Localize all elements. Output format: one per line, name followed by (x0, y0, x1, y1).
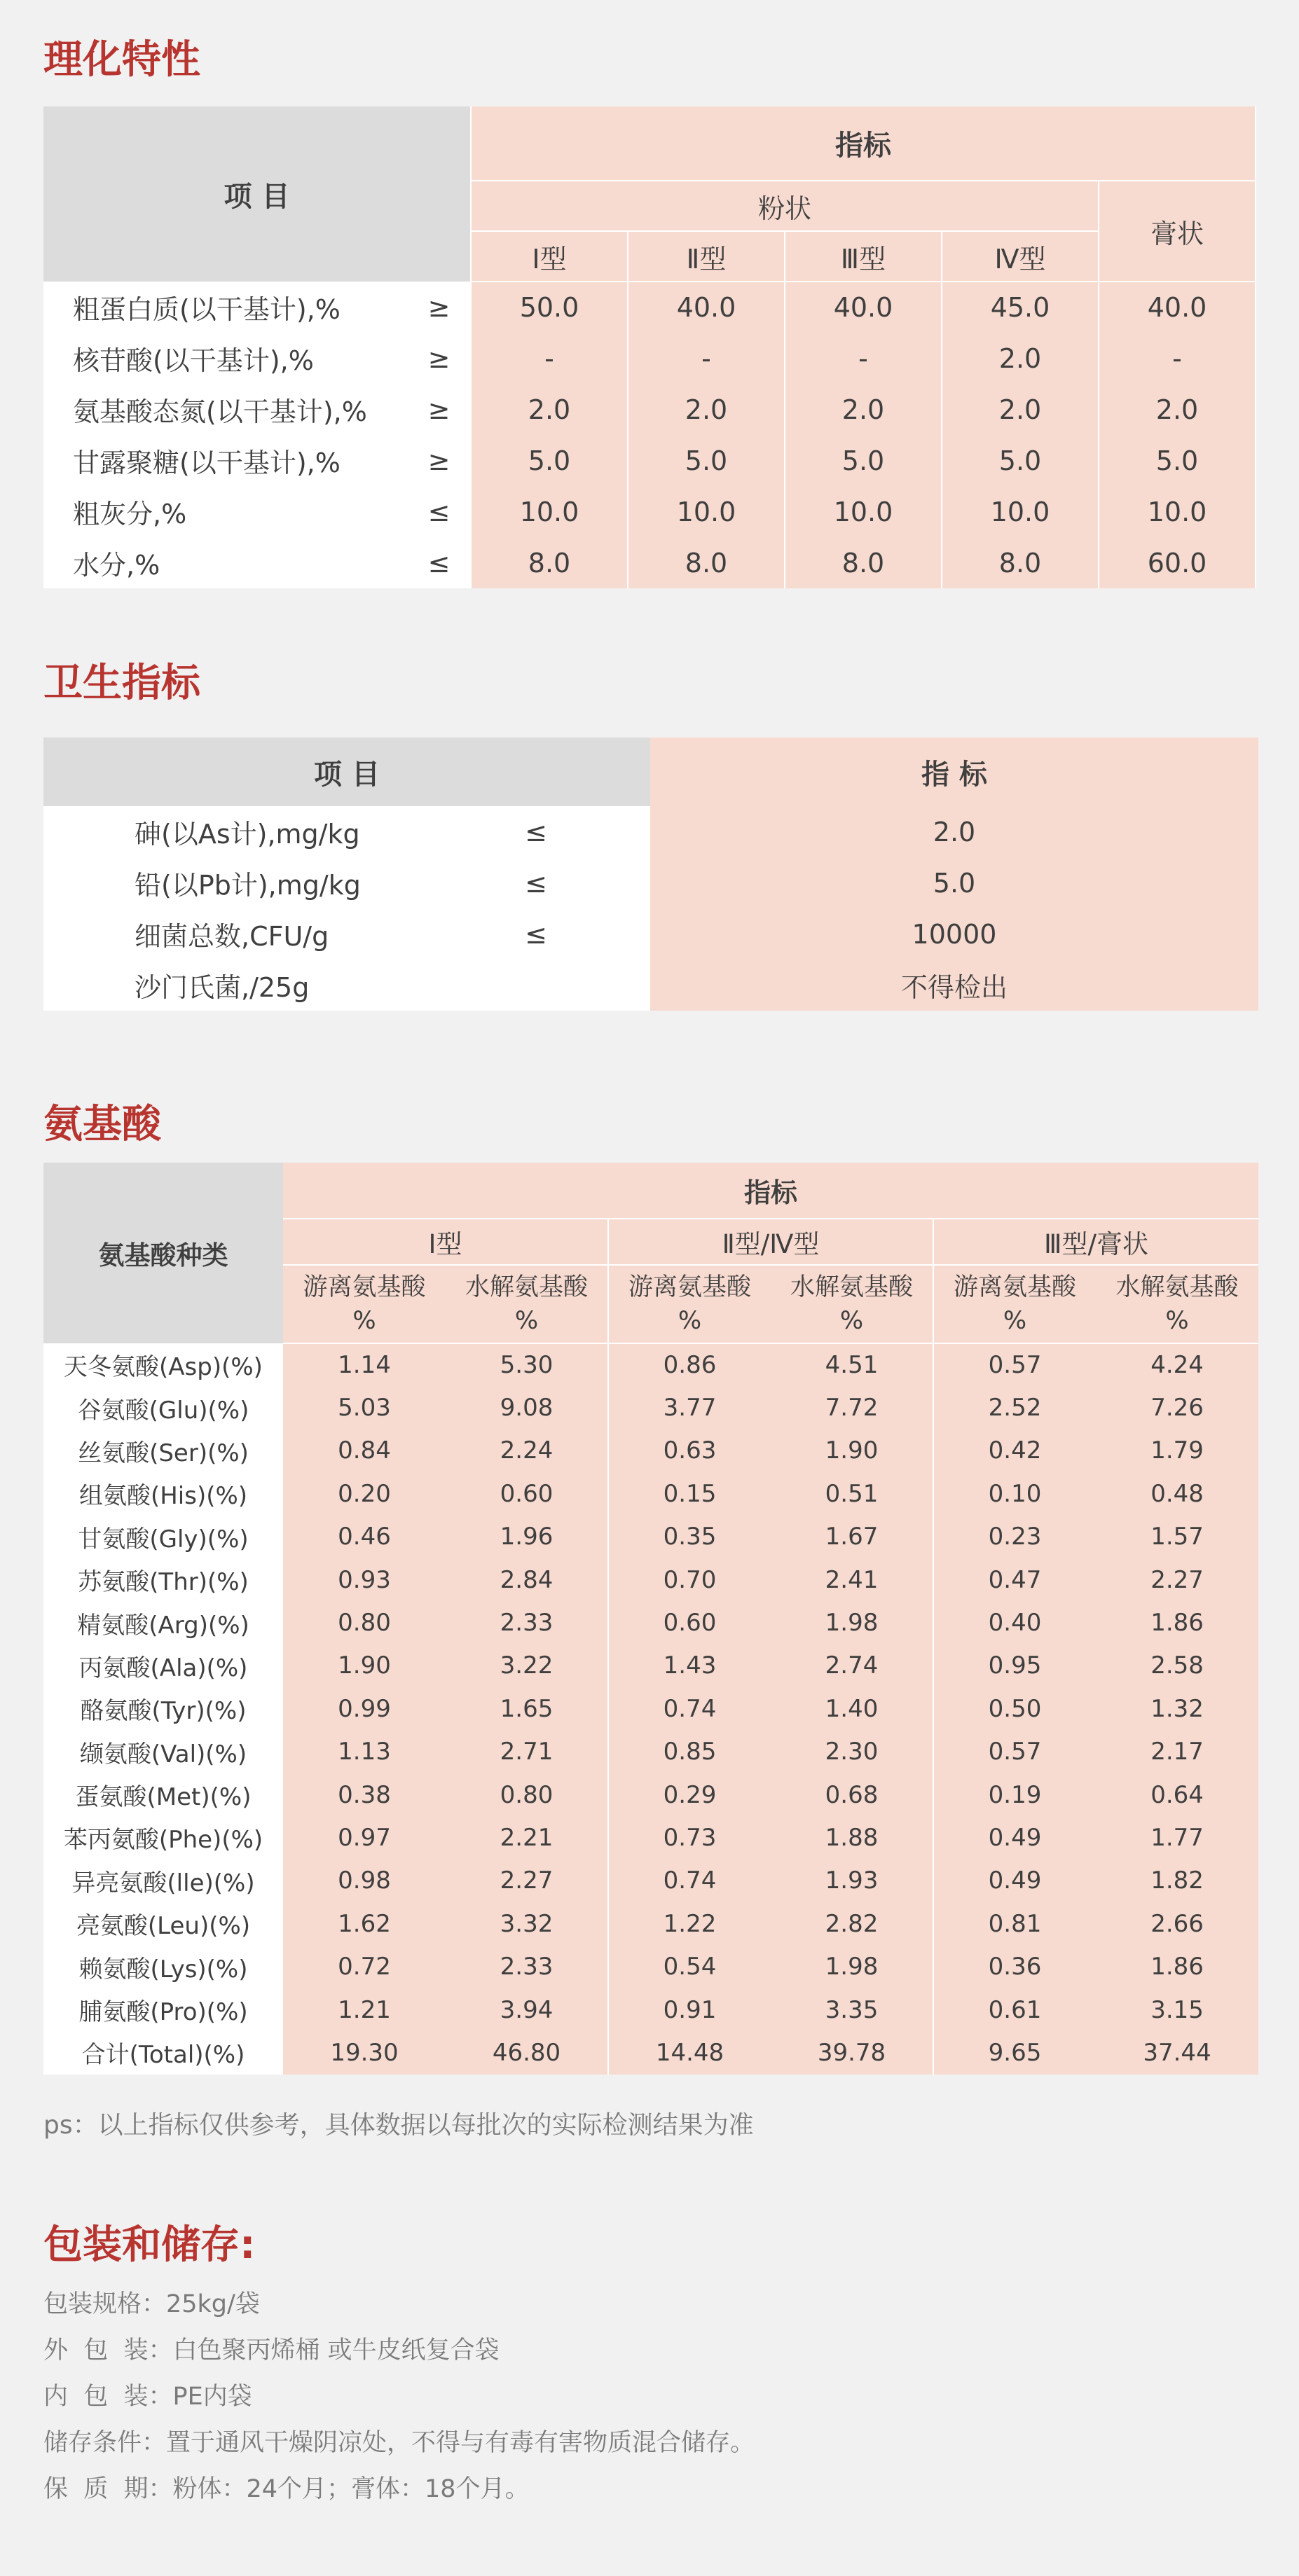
type-header: Ⅳ型 (942, 231, 1099, 282)
cell-value: 0.51 (771, 1472, 933, 1515)
row-label: 水分,% (43, 537, 408, 588)
table-row (43, 1860, 1258, 1902)
cell-value: 5.0 (471, 435, 628, 486)
cell-value: 2.0 (650, 806, 1258, 857)
cell-value: 0.48 (1096, 1472, 1258, 1515)
table-row (43, 857, 1258, 908)
section-title-amino: 氨基酸 (43, 1102, 161, 1147)
cell-value: 0.68 (771, 1773, 933, 1816)
cell-value: 5.0 (1099, 435, 1256, 486)
hydro-label: 水解氨基酸 (465, 1273, 588, 1301)
unit-label: % (839, 1307, 864, 1335)
cell-value: 0.57 (933, 1343, 1096, 1386)
cell-value: 0.80 (283, 1601, 446, 1644)
amino-acid-name: 亮氨酸(Leu)(%) (43, 1902, 283, 1945)
cell-value: 0.15 (608, 1472, 771, 1515)
table-row (43, 1601, 1258, 1644)
group-header: Ⅲ型/膏状 (933, 1219, 1258, 1265)
cell-value: 2.27 (446, 1860, 608, 1902)
row-label: 氨基酸态氮(以干基计),% (43, 384, 408, 435)
comparison-symbol: ≥ (408, 282, 471, 333)
cell-value: 0.49 (933, 1860, 1096, 1902)
hydro-label: 水解氨基酸 (1115, 1273, 1239, 1301)
cell-value: - (785, 333, 942, 384)
cell-value: 0.47 (933, 1558, 1096, 1601)
cell-value: 10.0 (628, 486, 785, 537)
cell-value: 9.08 (446, 1386, 608, 1429)
amino-acid-name: 组氨酸(His)(%) (43, 1472, 283, 1515)
cell-value: 5.0 (650, 857, 1258, 908)
cell-value: - (1099, 333, 1256, 384)
section-title-physchem: 理化特性 (43, 37, 200, 83)
cell-value: 0.57 (933, 1731, 1096, 1773)
cell-value: 3.15 (1096, 1988, 1258, 2031)
cell-value: 7.26 (1096, 1386, 1258, 1429)
cell-value: 2.84 (446, 1558, 608, 1601)
cell-value: 1.86 (1096, 1601, 1258, 1644)
table-row (43, 1945, 1258, 1988)
cell-value: 0.40 (933, 1601, 1096, 1644)
table-row (43, 1816, 1258, 1859)
cell-value: 5.0 (942, 435, 1099, 486)
kind-header: 氨基酸种类 (43, 1163, 283, 1343)
cell-value: 2.0 (628, 384, 785, 435)
cell-value: 0.73 (608, 1816, 771, 1859)
table-row (43, 486, 1256, 537)
cell-value: 1.98 (771, 1945, 933, 1988)
amino-acid-name: 异亮氨酸(lle)(%) (43, 1860, 283, 1902)
cell-value: 2.21 (446, 1816, 608, 1859)
table-row (43, 1731, 1258, 1773)
free-label: 游离氨基酸 (628, 1273, 751, 1301)
free-amino-header (608, 1265, 771, 1343)
cell-value: 1.90 (771, 1429, 933, 1472)
amino-acid-name: 精氨酸(Arg)(%) (43, 1601, 283, 1644)
table-row (43, 1343, 1258, 1386)
shelf-life: 保 质 期：粉体：24个月；膏体：18个月。 (43, 2475, 530, 2503)
row-label: 核苷酸(以干基计),% (43, 333, 408, 384)
inner-packaging: 内 包 装：PE内袋 (43, 2383, 252, 2411)
table-row (43, 1472, 1258, 1515)
table-row (43, 1386, 1258, 1429)
cell-value: 1.98 (771, 1601, 933, 1644)
cell-value: 1.79 (1096, 1429, 1258, 1472)
cell-value: 39.78 (771, 2031, 933, 2074)
cell-value: 2.66 (1096, 1902, 1258, 1945)
cell-value: 0.85 (608, 1731, 771, 1773)
type-header: Ⅱ型 (628, 231, 785, 282)
cell-value: 1.57 (1096, 1516, 1258, 1558)
comparison-symbol: ≤ (408, 537, 471, 588)
cell-value: 2.33 (446, 1945, 608, 1988)
cell-value: 5.30 (446, 1343, 608, 1386)
comparison-symbol: ≤ (422, 908, 650, 960)
cell-value: 1.13 (283, 1731, 446, 1773)
cell-value: 0.61 (933, 1988, 1096, 2031)
hydro-amino-header (446, 1265, 608, 1343)
cell-value: 0.97 (283, 1816, 446, 1859)
table-row (43, 1558, 1258, 1601)
row-label: 细菌总数,CFU/g (43, 908, 422, 960)
section-title-hygiene: 卫生指标 (43, 660, 200, 706)
cell-value: 0.80 (446, 1773, 608, 1816)
type-header: Ⅲ型 (785, 231, 942, 282)
table-row (43, 384, 1256, 435)
amino-acid-name: 苯丙氨酸(Phe)(%) (43, 1816, 283, 1859)
hydro-amino-header (771, 1265, 933, 1343)
cell-value: - (628, 333, 785, 384)
cell-value: 5.03 (283, 1386, 446, 1429)
cell-value: 2.58 (1096, 1644, 1258, 1687)
cell-value: 37.44 (1096, 2031, 1258, 2074)
cell-value: 2.0 (471, 384, 628, 435)
cell-value: 0.38 (283, 1773, 446, 1816)
cell-value: 1.96 (446, 1516, 608, 1558)
unit-label: % (514, 1307, 539, 1335)
cell-value: 1.40 (771, 1687, 933, 1730)
cell-value: 3.35 (771, 1988, 933, 2031)
cell-value: 2.74 (771, 1644, 933, 1687)
cell-value: 46.80 (446, 2031, 608, 2074)
amino-acid-name: 丙氨酸(Ala)(%) (43, 1644, 283, 1687)
cell-value: 1.62 (283, 1902, 446, 1945)
cell-value: 0.72 (283, 1945, 446, 1988)
cell-value: 0.23 (933, 1516, 1096, 1558)
cell-value: 0.20 (283, 1472, 446, 1515)
cell-value: 7.72 (771, 1386, 933, 1429)
table-row (43, 435, 1256, 486)
physchem-table (43, 106, 1256, 588)
group-header: Ⅱ型/Ⅳ型 (608, 1219, 933, 1265)
cell-value: 2.0 (942, 384, 1099, 435)
group-header: Ⅰ型 (283, 1219, 608, 1265)
cell-value: 2.71 (446, 1731, 608, 1773)
table-row (43, 806, 1258, 857)
free-label: 游离氨基酸 (953, 1273, 1076, 1301)
amino-acid-name: 缬氨酸(Val)(%) (43, 1731, 283, 1773)
outer-packaging: 外 包 装：白色聚丙烯桶 或牛皮纸复合袋 (43, 2336, 500, 2364)
unit-label: % (678, 1307, 702, 1335)
row-label: 沙门氏菌,/25g (43, 960, 422, 1011)
amino-table-body (43, 1343, 1258, 2075)
cell-value: 10.0 (942, 486, 1099, 537)
powder-header: 粉状 (471, 181, 1099, 231)
cell-value: 0.74 (608, 1860, 771, 1902)
amino-acid-name: 谷氨酸(Glu)(%) (43, 1386, 283, 1429)
section-title-packaging: 包装和储存: (43, 2222, 256, 2268)
cell-value: 0.70 (608, 1558, 771, 1601)
cell-value: 10000 (650, 908, 1258, 960)
cell-value: 3.94 (446, 1988, 608, 2031)
table-row (43, 1902, 1258, 1945)
table-row (43, 333, 1256, 384)
amino-acid-name: 酪氨酸(Tyr)(%) (43, 1687, 283, 1730)
cell-value: 8.0 (942, 537, 1099, 588)
cell-value: 0.46 (283, 1516, 446, 1558)
index-header: 指 标 (650, 738, 1258, 806)
row-label: 甘露聚糖(以干基计),% (43, 435, 408, 486)
item-header: 项 目 (43, 738, 650, 806)
cell-value: 0.49 (933, 1816, 1096, 1859)
cell-value: 0.86 (608, 1343, 771, 1386)
cell-value: - (471, 333, 628, 384)
cell-value: 1.14 (283, 1343, 446, 1386)
cell-value: 19.30 (283, 2031, 446, 2074)
cell-value: 8.0 (785, 537, 942, 588)
cell-value: 0.36 (933, 1945, 1096, 1988)
cell-value: 0.60 (608, 1601, 771, 1644)
free-label: 游离氨基酸 (303, 1273, 426, 1301)
cell-value: 3.77 (608, 1386, 771, 1429)
cell-value: 2.0 (785, 384, 942, 435)
amino-acid-table (43, 1163, 1258, 2075)
packaging-spec: 包装规格：25kg/袋 (43, 2290, 260, 2318)
table-row (43, 1988, 1258, 2031)
cell-value: 5.0 (785, 435, 942, 486)
table-row (43, 282, 1256, 333)
paste-header: 膏状 (1099, 181, 1256, 282)
row-label: 粗灰分,% (43, 486, 408, 537)
table-row (43, 537, 1256, 588)
amino-acid-name: 蛋氨酸(Met)(%) (43, 1773, 283, 1816)
amino-acid-name: 甘氨酸(Gly)(%) (43, 1516, 283, 1558)
cell-value: 1.43 (608, 1644, 771, 1687)
cell-value: 0.60 (446, 1472, 608, 1515)
cell-value: 8.0 (628, 537, 785, 588)
cell-value: 不得检出 (650, 960, 1258, 1011)
cell-value: 40.0 (1099, 282, 1256, 333)
cell-value: 0.98 (283, 1860, 446, 1902)
cell-value: 0.84 (283, 1429, 446, 1472)
cell-value: 0.64 (1096, 1773, 1258, 1816)
cell-value: 2.82 (771, 1902, 933, 1945)
cell-value: 1.21 (283, 1988, 446, 2031)
table-row (43, 1516, 1258, 1558)
cell-value: 2.41 (771, 1558, 933, 1601)
unit-label: % (1165, 1307, 1189, 1335)
cell-value: 0.54 (608, 1945, 771, 1988)
cell-value: 9.65 (933, 2031, 1096, 2074)
cell-value: 40.0 (628, 282, 785, 333)
cell-value: 8.0 (471, 537, 628, 588)
cell-value: 4.51 (771, 1343, 933, 1386)
cell-value: 0.50 (933, 1687, 1096, 1730)
cell-value: 2.30 (771, 1731, 933, 1773)
cell-value: 0.42 (933, 1429, 1096, 1472)
cell-value: 10.0 (1099, 486, 1256, 537)
type-header: Ⅰ型 (471, 231, 628, 282)
cell-value: 1.90 (283, 1644, 446, 1687)
cell-value: 0.99 (283, 1687, 446, 1730)
cell-value: 60.0 (1099, 537, 1256, 588)
cell-value: 1.93 (771, 1860, 933, 1902)
free-amino-header (933, 1265, 1096, 1343)
cell-value: 40.0 (785, 282, 942, 333)
cell-value: 0.95 (933, 1644, 1096, 1687)
cell-value: 0.81 (933, 1902, 1096, 1945)
cell-value: 45.0 (942, 282, 1099, 333)
cell-value: 2.33 (446, 1601, 608, 1644)
row-label: 粗蛋白质(以干基计),% (43, 282, 408, 333)
table-row (43, 1429, 1258, 1472)
cell-value: 1.82 (1096, 1860, 1258, 1902)
comparison-symbol (422, 960, 650, 1011)
cell-value: 0.29 (608, 1773, 771, 1816)
item-header: 项 目 (43, 106, 471, 282)
amino-acid-name: 合计(Total)(%) (43, 2031, 283, 2074)
row-label: 砷(以As计),mg/kg (43, 806, 422, 857)
comparison-symbol: ≤ (422, 857, 650, 908)
comparison-symbol: ≤ (422, 806, 650, 857)
index-header: 指标 (283, 1163, 1258, 1219)
index-header: 指标 (471, 106, 1256, 181)
free-amino-header (283, 1265, 446, 1343)
cell-value: 0.10 (933, 1472, 1096, 1515)
cell-value: 1.65 (446, 1687, 608, 1730)
cell-value: 2.17 (1096, 1731, 1258, 1773)
table-row (43, 1644, 1258, 1687)
cell-value: 2.24 (446, 1429, 608, 1472)
cell-value: 14.48 (608, 2031, 771, 2074)
amino-acid-name: 丝氨酸(Ser)(%) (43, 1429, 283, 1472)
comparison-symbol: ≥ (408, 333, 471, 384)
table-row (43, 908, 1258, 960)
cell-value: 0.74 (608, 1687, 771, 1730)
cell-value: 0.19 (933, 1773, 1096, 1816)
hydro-label: 水解氨基酸 (790, 1273, 913, 1301)
hygiene-table (43, 738, 1258, 1011)
comparison-symbol: ≥ (408, 384, 471, 435)
cell-value: 2.0 (942, 333, 1099, 384)
cell-value: 0.93 (283, 1558, 446, 1601)
cell-value: 1.77 (1096, 1816, 1258, 1859)
table-row (43, 1687, 1258, 1730)
table-row (43, 1773, 1258, 1816)
amino-acid-name: 苏氨酸(Thr)(%) (43, 1558, 283, 1601)
cell-value: 1.32 (1096, 1687, 1258, 1730)
row-label: 铅(以Pb计),mg/kg (43, 857, 422, 908)
table-row (43, 2031, 1258, 2074)
cell-value: 50.0 (471, 282, 628, 333)
cell-value: 2.0 (1099, 384, 1256, 435)
table-row (43, 960, 1258, 1011)
cell-value: 1.88 (771, 1816, 933, 1859)
cell-value: 0.35 (608, 1516, 771, 1558)
comparison-symbol: ≥ (408, 435, 471, 486)
cell-value: 10.0 (471, 486, 628, 537)
cell-value: 0.91 (608, 1988, 771, 2031)
cell-value: 0.63 (608, 1429, 771, 1472)
comparison-symbol: ≤ (408, 486, 471, 537)
cell-value: 10.0 (785, 486, 942, 537)
amino-acid-name: 赖氨酸(Lys)(%) (43, 1945, 283, 1988)
disclaimer-note: ps：以上指标仅供参考，具体数据以每批次的实际检测结果为准 (43, 2111, 754, 2140)
unit-label: % (352, 1307, 376, 1335)
cell-value: 1.22 (608, 1902, 771, 1945)
cell-value: 3.22 (446, 1644, 608, 1687)
cell-value: 1.86 (1096, 1945, 1258, 1988)
cell-value: 2.27 (1096, 1558, 1258, 1601)
amino-acid-name: 天冬氨酸(Asp)(%) (43, 1343, 283, 1386)
hydro-amino-header (1096, 1265, 1258, 1343)
cell-value: 5.0 (628, 435, 785, 486)
amino-acid-name: 脯氨酸(Pro)(%) (43, 1988, 283, 2031)
unit-label: % (1003, 1307, 1027, 1335)
cell-value: 1.67 (771, 1516, 933, 1558)
cell-value: 3.32 (446, 1902, 608, 1945)
cell-value: 2.52 (933, 1386, 1096, 1429)
storage-conditions: 储存条件：置于通风干燥阴凉处，不得与有毒有害物质混合储存。 (43, 2429, 755, 2457)
cell-value: 4.24 (1096, 1343, 1258, 1386)
